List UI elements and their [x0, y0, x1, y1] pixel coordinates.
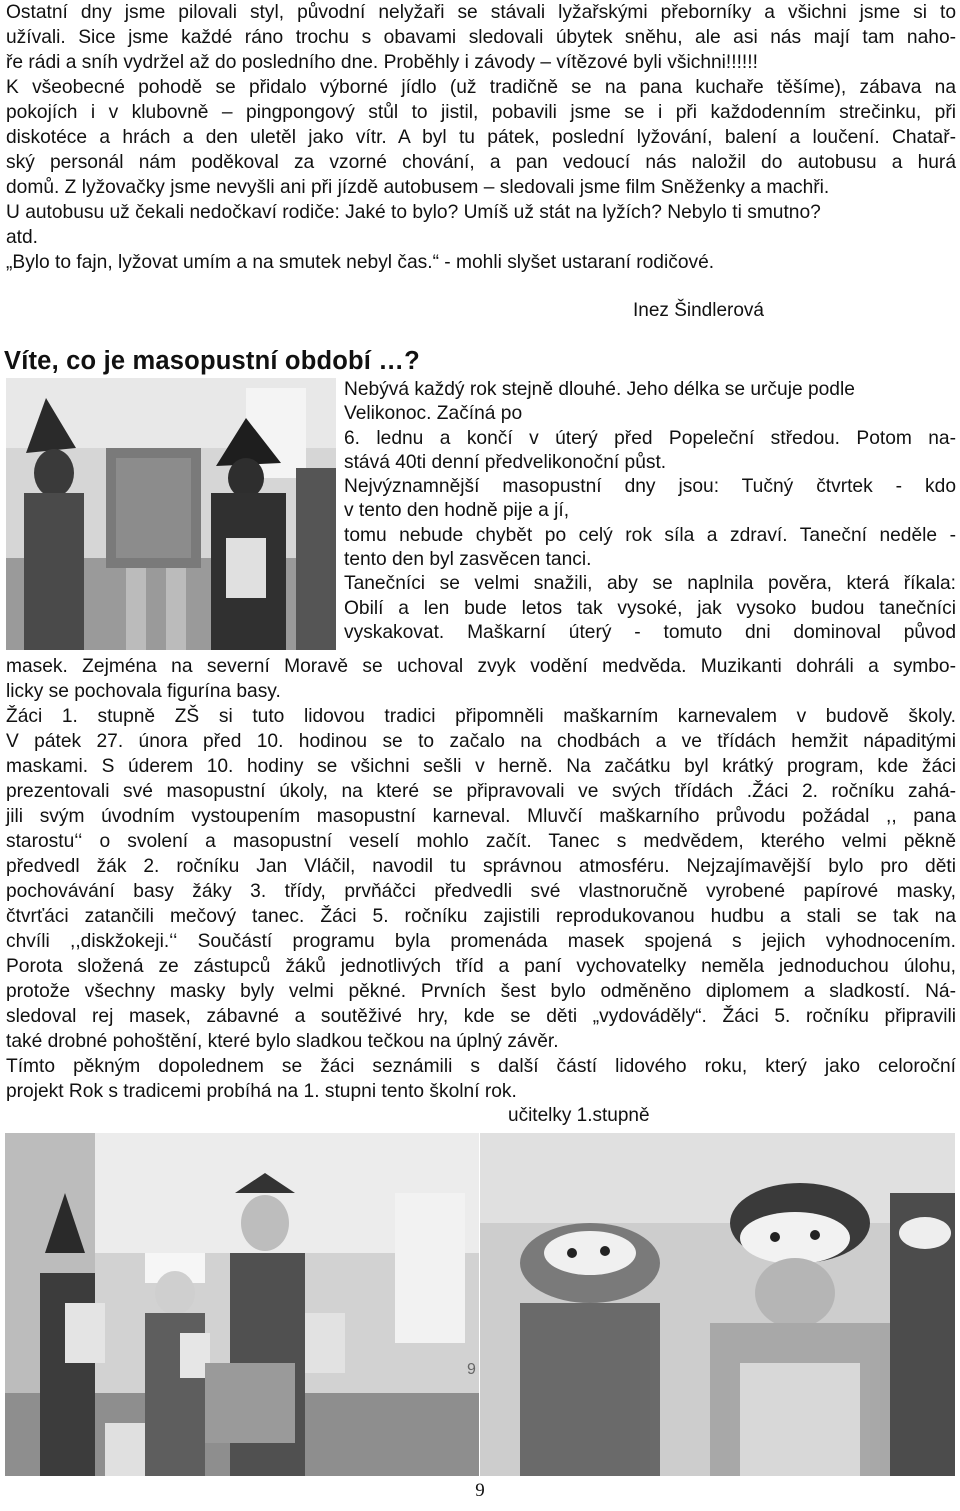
carnival-paragraph [6, 654, 956, 1104]
carnival-photo-costumes [6, 378, 336, 650]
text-line: Ostatní dny jsme pilovali styl, původní nelyžaři se stávali lyžařskými přeborníky a všichni jsme si to [6, 2, 956, 23]
carnival-photo-costumes-image [6, 378, 336, 650]
text-line: Porota složená ze zástupců žáků jednotlivých tříd a paní vychovatelky neměla jednoduchou úlohu, [6, 956, 956, 977]
page-number: 9 [475, 1480, 485, 1501]
author-signature: Inez Šindlerová [633, 300, 764, 321]
text-line: licky se pochovala figurína basy. [6, 681, 281, 702]
text-line: Velikonoc. Začíná po [344, 403, 523, 425]
carnival-photo-cat-masks-image [480, 1133, 955, 1476]
text-line: Nebývá každý rok stejně dlouhé. Jeho délka se určuje podle [344, 379, 855, 400]
text-line: prezentovali své masopustní úkoly, na které se připravovali ve svých třídách .Žáci 2. ročníku zahá- [6, 781, 956, 802]
text-line: Nejvýznamnější masopustní dny jsou: Tučný čtvrtek - kdo [344, 476, 956, 498]
text-line: jili svým úvodním vystoupením masopustní karneval. Mluvčí maškarního průvodu požádal ,, pana [6, 806, 956, 827]
text-line: V pátek 27. února před 10. hodinou se to začalo na chodbách a ve třídách hemžit nápaditými [6, 731, 956, 752]
text-line: vyskakovat. Maškarní úterý - tomuto dni dominoval původ [344, 621, 956, 643]
text-line: K všeobecné pohodě se přidalo výborné jídlo (už tradičně se na pana kuchaře těšíme), zábava na [6, 77, 956, 98]
carnival-photo-cat-masks [480, 1133, 955, 1476]
text-line: projekt Rok s tradicemi probíhá na 1. stupni tento školní rok. [6, 1081, 517, 1102]
text-line: masek. Zejména na severní Moravě se uchoval zvyk vodění medvěda. Muzikanti dohráli a symbo- [6, 656, 956, 677]
masopust-right-column [344, 378, 956, 645]
text-line: sledoval rej masek, zábavné a soutěživé hry, kde se děti „vydováděly“. Žáci 5. ročníku připravili [6, 1006, 956, 1027]
text-line: domů. Z lyžovačky jsme nevyšli ani při jízdě autobusem – sledovali jsme film Sněženky a machři. [6, 177, 830, 198]
text-line: Žáci 1. stupně ZŠ si tuto lidovou tradici připomněli maškarním karnevalem v budově školy. [6, 706, 956, 727]
text-line: užívali. Sice jsme každé ráno trochu s obavami sledovali úbytek sněhu, ale asi nás mají tam naho- [6, 27, 956, 48]
carnival-photo-diplomas [5, 1133, 479, 1476]
text-line: pokojích i v klubovně – pingpongový stůl to jistil, pobavili jsme se i při každodenním strečinku, při [6, 102, 956, 123]
text-line: čtvrťáci zatančili mečový tanec. Žáci 5. ročníku zajistili reprodukovanou hudbu a stali se tak na [6, 906, 956, 927]
text-line: stává 40ti denní předvelikonoční půst. [344, 451, 667, 473]
text-line: Tanečníci se velmi snažili, aby se naplnila pověra, která říkala: [344, 573, 956, 595]
text-line: ře rádi a sníh vydržel až do posledního dne. Proběhly i závody – vítězové byli všichni!!!!!! [6, 52, 758, 73]
text-line: maskami. S úderem 10. hodiny se všichni sešli v herně. Na začátku byl krátký program, kde žáci [6, 756, 956, 777]
text-line: v tento den hodně pije a jí, [344, 500, 570, 522]
text-line: Tímto pěkným dopolednem se žáci seznámili s další částí lidového roku, který jako celoroční [6, 1056, 956, 1077]
text-line: protože všechny masky byly velmi pěkné. Prvních šest bylo odměněno diplomem a sladkostí. Ná- [6, 981, 956, 1002]
teachers-signature: učitelky 1.stupně [508, 1105, 650, 1126]
text-line: Obilí a len bude letos tak vysoké, jak vysoko budou tanečníci [344, 597, 956, 619]
text-line: chvíli ,,diskžokeji.‘‘ Součástí programu byla promenáda masek spojená s jejich vyhodnocením. [6, 931, 956, 952]
text-line: atd. [6, 227, 39, 248]
carnival-photo-diplomas-image [5, 1133, 479, 1476]
text-line: tento den byl zasvěcen tanci. [344, 549, 592, 571]
text-line: U autobusu už čekali nedočkaví rodiče: Jaké to bylo? Umíš už stát na lyžích? Nebylo ti smutno? [6, 202, 821, 223]
text-line: diskotéce a hrách a den uletěl jako vítr. A byl tu pátek, poslední lyžování, balení a loučení. Chatař- [6, 127, 956, 148]
photo-caption-digit: 9 [467, 1361, 476, 1378]
text-line: také drobné pohoštění, které bylo sladkou tečkou na úplný závěr. [6, 1031, 559, 1052]
text-line: předvedl žák 2. ročníku Jan Vláčil, navodil tu správnou atmosféru. Nejzajímavější bylo pro děti [6, 856, 956, 877]
text-line: ský personál nám poděkoval za vzorné chování, a pan vedoucí nás naložil do autobusu a hurá [6, 152, 956, 173]
section-heading: Víte, co je masopustní období …? [4, 347, 420, 375]
intro-paragraph [6, 0, 956, 275]
text-line: 6. lednu a končí v úterý před Popeleční středou. Potom na- [344, 427, 956, 449]
text-line: pochovávání basy žáky 3. třídy, prvňáčci předvedli své vlastnoručně vyrobené papírové masky, [6, 881, 956, 902]
text-line: starostu‘‘ o svolení a masopustní veselí mohlo začít. Tanec s medvědem, kterého velmi pěkně [6, 831, 956, 852]
text-line: „Bylo to fajn, lyžovat umím a na smutek nebyl čas.“ - mohli slyšet ustaraní rodičové. [6, 252, 715, 273]
text-line: tomu nebude chybět po celý rok síla a zdraví. Taneční neděle - [344, 524, 956, 546]
